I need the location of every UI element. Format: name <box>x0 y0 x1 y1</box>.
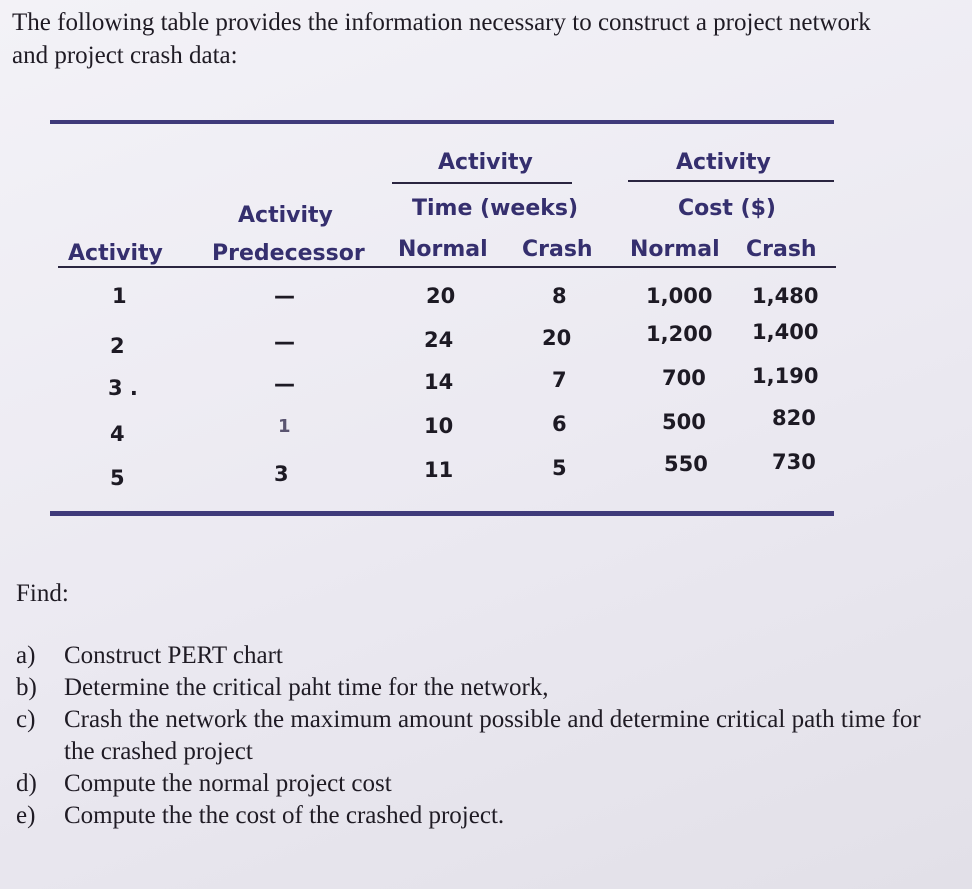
predecessor-cell: — <box>274 372 295 396</box>
predecessor-column-header: Predecessor <box>212 241 365 266</box>
time-crash-cell: 20 <box>542 326 572 350</box>
column-header-underline <box>58 266 836 268</box>
cost-group-subheader: Cost ($) <box>678 196 776 221</box>
list-item <box>16 800 956 832</box>
question-text: Crash the network the maximum amount possible and determine critical path time for the crashed project <box>64 706 921 765</box>
cost-normal-cell: 550 <box>664 452 708 476</box>
cost-crash-cell: 1,480 <box>752 284 819 308</box>
cost-crash-cell: 730 <box>772 450 816 474</box>
time-crash-cell: 5 <box>552 456 567 480</box>
question-label: c) <box>16 706 36 733</box>
time-normal-cell: 24 <box>424 328 454 352</box>
cost-crash-column-header: Crash <box>746 237 817 262</box>
time-normal-cell: 10 <box>424 414 454 438</box>
time-normal-cell: 11 <box>424 458 454 482</box>
activity-cell: 3 . <box>108 376 138 400</box>
intro-text: The following table provides the information necessary to construct a project network and project crash data: <box>12 9 871 69</box>
list-item <box>16 640 956 672</box>
predecessor-cell: — <box>274 284 295 308</box>
list-item <box>16 768 956 800</box>
cost-normal-cell: 500 <box>662 410 706 434</box>
time-crash-cell: 8 <box>552 284 567 308</box>
activity-cell: 4 <box>110 422 125 446</box>
table-bottom-rule <box>50 511 834 516</box>
time-normal-column-header: Normal <box>398 237 488 262</box>
question-label: d) <box>16 770 37 797</box>
activity-cell: 2 <box>110 334 125 358</box>
question-label: a) <box>16 642 36 669</box>
find-label: Find: <box>16 580 69 607</box>
cost-normal-cell: 1,200 <box>646 322 713 346</box>
list-item <box>16 704 956 768</box>
predecessor-cell: — <box>274 330 295 354</box>
time-crash-cell: 7 <box>552 368 567 392</box>
question-label: e) <box>16 802 36 829</box>
predecessor-header-top: Activity <box>238 203 333 228</box>
activity-cell: 1 <box>112 284 127 308</box>
cost-crash-cell: 1,190 <box>752 364 819 388</box>
time-normal-cell: 20 <box>426 284 456 308</box>
time-group-header: Activity <box>438 150 533 175</box>
question-list <box>16 640 956 832</box>
cost-crash-cell: 820 <box>772 406 816 430</box>
question-text: Compute the normal project cost <box>64 770 392 797</box>
cost-normal-column-header: Normal <box>630 237 720 262</box>
time-group-subheader: Time (weeks) <box>412 196 579 221</box>
activity-column-header: Activity <box>68 241 163 266</box>
time-group-underline <box>392 182 572 184</box>
cost-normal-cell: 700 <box>662 366 706 390</box>
list-item <box>16 672 956 704</box>
question-text: Compute the the cost of the crashed project. <box>64 802 505 829</box>
time-normal-cell: 14 <box>424 370 454 394</box>
predecessor-cell: 3 <box>274 462 289 486</box>
time-crash-column-header: Crash <box>522 237 593 262</box>
cost-normal-cell: 1,000 <box>646 284 713 308</box>
question-text: Determine the critical paht time for the network, <box>64 674 549 701</box>
question-label: b) <box>16 674 37 701</box>
question-text: Construct PERT chart <box>64 642 283 669</box>
cost-group-header: Activity <box>676 150 771 175</box>
time-crash-cell: 6 <box>552 412 567 436</box>
cost-crash-cell: 1,400 <box>752 320 819 344</box>
activity-cell: 5 <box>110 466 125 490</box>
predecessor-cell: 1 <box>278 416 291 437</box>
cost-group-underline <box>628 180 834 182</box>
